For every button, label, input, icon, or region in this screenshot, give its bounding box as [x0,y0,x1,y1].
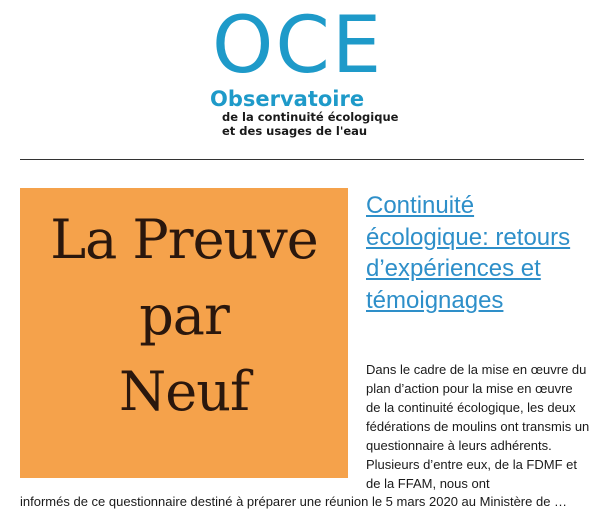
header-divider [20,159,584,160]
oce-logo[interactable] [210,1,410,146]
article-cover-image[interactable] [20,188,348,478]
cover-line2: par [139,284,229,347]
cover-line3: Neuf [119,360,249,423]
logo-subtitle-line1: de la continuité écologique [222,110,399,124]
logo-subtitle-line2: et des usages de l'eau [222,124,368,138]
logo-title: Observatoire [210,87,365,111]
cover-text [20,202,348,430]
article-summary-continued: informés de ce questionnaire destiné à préparer une réunion le 5 mars 2020 au Ministère de … [20,494,568,509]
article-headline-link[interactable]: Continuité écologique: retours d’expériences et témoignages [366,192,571,314]
logo-mark: OCE [212,1,384,91]
article-summary: Dans le cadre de la mise en œuvre du plan d’action pour la mise en œuvre de la continuité écologique, les deux fédérations de moulins ont transmis un questionnaire à leurs adhérents. Plusieurs d’entre eux, de la FDMF et de la FFAM, nous ont [366,362,590,491]
cover-line1: La Preuve [50,208,318,271]
